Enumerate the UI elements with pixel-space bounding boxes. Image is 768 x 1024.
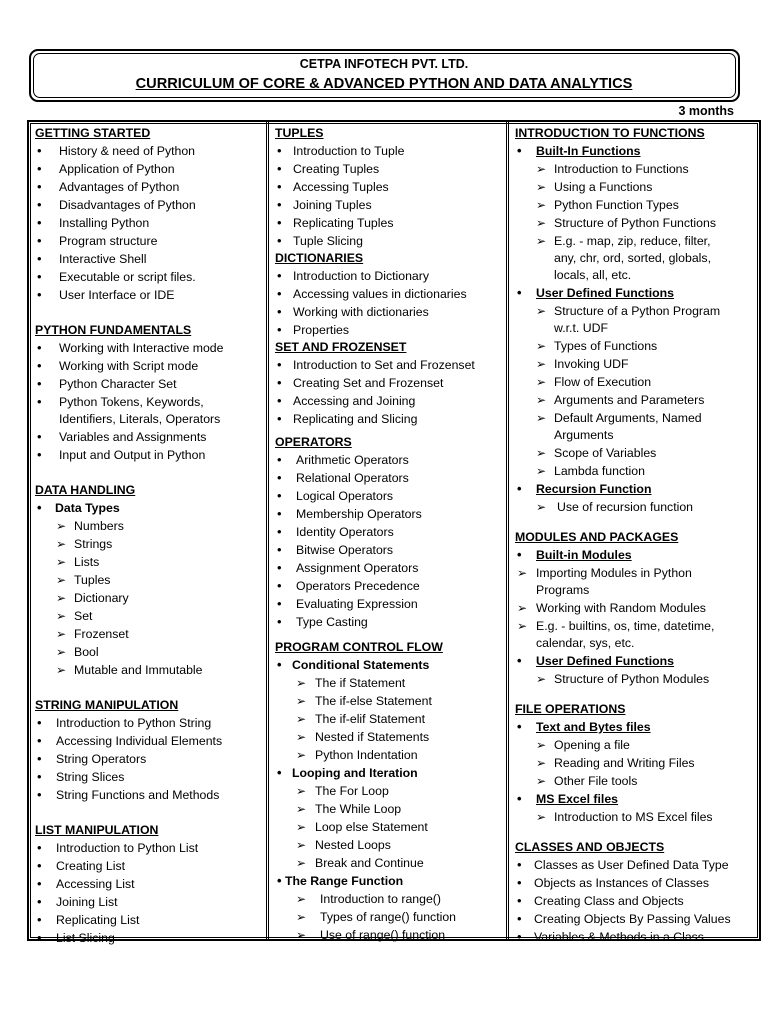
section-classes-and-objects xyxy=(509,839,759,946)
bullet-list xyxy=(509,856,759,946)
bullet-list xyxy=(509,284,759,302)
list-item: ➢ Use of recursion function xyxy=(509,498,759,516)
bullet-list xyxy=(29,499,266,517)
list-item: ➢ Frozenset xyxy=(29,625,266,643)
company-name: CETPA INFOTECH PVT. LTD. xyxy=(299,57,469,71)
section-title: STRING MANIPULATION xyxy=(35,698,179,712)
list-item: • Creating Tuples xyxy=(269,160,506,178)
list-item-continuation: calendar, sys, etc. xyxy=(536,636,635,650)
section-operators xyxy=(269,434,506,631)
list-item: ➢ Dictionary xyxy=(29,589,266,607)
list-item: • Operators Precedence xyxy=(269,577,506,595)
bullet-list xyxy=(509,142,759,160)
subsection-title xyxy=(509,652,759,670)
arrow-list xyxy=(509,808,759,826)
bullet-list xyxy=(269,142,506,250)
list-item: • Working with Interactive mode xyxy=(29,339,266,357)
list-item: ➢ Tuples xyxy=(29,571,266,589)
list-item: • Creating Objects By Passing Values xyxy=(509,910,759,928)
list-item: ➢ Introduction to Functions xyxy=(509,160,759,178)
list-item: • Logical Operators xyxy=(269,487,506,505)
list-item: • Objects as Instances of Classes xyxy=(509,874,759,892)
subsection-label: Recursion Function xyxy=(536,482,652,496)
list-item: ➢ Use of range() function xyxy=(269,926,506,944)
list-item: • Replicating and Slicing xyxy=(269,410,506,428)
arrow-list xyxy=(509,564,759,582)
list-item: ➢ Introduction to range() xyxy=(269,890,506,908)
list-item: • Arithmetic Operators xyxy=(269,451,506,469)
section-title: TUPLES xyxy=(275,126,324,140)
arrow-list xyxy=(269,890,506,944)
list-item: • Accessing Tuples xyxy=(269,178,506,196)
section-string-manipulation xyxy=(29,697,266,804)
arrow-list xyxy=(509,160,759,250)
section-title: INTRODUCTION TO FUNCTIONS xyxy=(515,126,705,140)
course-duration: 3 months xyxy=(678,104,734,118)
list-item-continuation: Programs xyxy=(536,583,590,597)
list-item: • Bitwise Operators xyxy=(269,541,506,559)
list-item: • Joining Tuples xyxy=(269,196,506,214)
list-item: ➢ Numbers xyxy=(29,517,266,535)
list-item: ➢ Structure of Python Functions xyxy=(509,214,759,232)
list-item: • Assignment Operators xyxy=(269,559,506,577)
list-item: • User Interface or IDE xyxy=(29,286,266,304)
subsection-label: User Defined Functions xyxy=(536,286,675,300)
list-item: • Python Character Set xyxy=(29,375,266,393)
list-item: • Working with Script mode xyxy=(29,357,266,375)
bullet-list xyxy=(509,790,759,808)
list-item: ➢ Python Function Types xyxy=(509,196,759,214)
list-item: • Relational Operators xyxy=(269,469,506,487)
list-item: • List Slicing xyxy=(29,929,266,947)
bullet-list xyxy=(29,714,266,804)
arrow-list xyxy=(509,599,759,635)
arrow-list xyxy=(269,674,506,764)
list-item: ➢ Nested if Statements xyxy=(269,728,506,746)
section-dictionaries xyxy=(269,250,506,339)
section-list-manipulation xyxy=(29,822,266,947)
list-item: ➢ The For Loop xyxy=(269,782,506,800)
subsection-label: User Defined Functions xyxy=(536,654,675,668)
list-item: ➢ The if-elif Statement xyxy=(269,710,506,728)
list-item: ➢ E.g. - map, zip, reduce, filter, xyxy=(509,232,759,250)
list-item: ➢ Structure of Python Modules xyxy=(509,670,759,688)
list-item: • String Slices xyxy=(29,768,266,786)
list-item: ➢ Opening a file xyxy=(509,736,759,754)
list-item: • Identity Operators xyxy=(269,523,506,541)
section-title: PYTHON FUNDAMENTALS xyxy=(35,323,192,337)
section-file-operations xyxy=(509,701,759,826)
list-item: • Variables & Methods in a Class xyxy=(509,928,759,946)
section-tuples xyxy=(269,125,506,250)
list-item: • Variables and Assignments xyxy=(29,428,266,446)
subsection-label: Built-in Modules xyxy=(536,548,632,562)
list-item: ➢ Set xyxy=(29,607,266,625)
arrow-list xyxy=(509,302,759,320)
list-item-continuation: w.r.t. UDF xyxy=(554,321,608,335)
list-item: ➢ Default Arguments, Named xyxy=(509,409,759,427)
list-item: ➢ Mutable and Immutable xyxy=(29,661,266,679)
arrow-list xyxy=(509,670,759,688)
list-item: • Creating Class and Objects xyxy=(509,892,759,910)
list-item: ➢ E.g. - builtins, os, time, datetime, xyxy=(509,617,759,635)
list-item: • Interactive Shell xyxy=(29,250,266,268)
subsection-title xyxy=(509,546,759,564)
list-item: ➢ Lists xyxy=(29,553,266,571)
list-item: • Executable or script files. xyxy=(29,268,266,286)
section-title: PROGRAM CONTROL FLOW xyxy=(275,640,443,654)
bullet-list xyxy=(269,451,506,631)
column-3 xyxy=(509,122,759,944)
list-item: ➢ Nested Loops xyxy=(269,836,506,854)
subsection-title xyxy=(509,718,759,736)
list-item: ➢ Introduction to MS Excel files xyxy=(509,808,759,826)
section-title: OPERATORS xyxy=(275,435,352,449)
list-item: • Accessing Individual Elements xyxy=(29,732,266,750)
list-item: ➢ The While Loop xyxy=(269,800,506,818)
section-title: SET AND FROZENSET xyxy=(275,340,407,354)
list-item: • Introduction to Python List xyxy=(29,839,266,857)
list-item: ➢ Arguments and Parameters xyxy=(509,391,759,409)
list-item: • Evaluating Expression xyxy=(269,595,506,613)
list-item: ➢ Structure of a Python Program xyxy=(509,302,759,320)
bullet-list xyxy=(269,267,506,339)
section-python-fundamentals xyxy=(29,322,266,464)
curriculum-table xyxy=(27,120,761,945)
list-item: • Creating List xyxy=(29,857,266,875)
list-item: • History & need of Python xyxy=(29,142,266,160)
column-2 xyxy=(269,122,509,942)
list-item: • Python Tokens, Keywords, xyxy=(29,393,266,411)
bullet-list xyxy=(269,656,506,674)
section-title: MODULES AND PACKAGES xyxy=(515,530,679,544)
subsection-title xyxy=(509,480,759,498)
bullet-list xyxy=(269,356,506,428)
section-title: FILE OPERATIONS xyxy=(515,702,626,716)
list-item: • Replicating List xyxy=(29,911,266,929)
list-item: ➢ Flow of Execution xyxy=(509,373,759,391)
subsection-label: Built-In Functions xyxy=(536,144,641,158)
list-item: ➢ Using a Functions xyxy=(509,178,759,196)
subsection-title xyxy=(509,790,759,808)
list-item: ➢ Lambda function xyxy=(509,462,759,480)
subsection-title: • Looping and Iteration xyxy=(269,764,506,782)
list-item: • Accessing and Joining xyxy=(269,392,506,410)
section-data-handling xyxy=(29,482,266,679)
list-item-continuation: Arguments xyxy=(554,428,614,442)
arrow-list xyxy=(509,736,759,790)
bullet-list xyxy=(269,872,506,890)
bullet-list xyxy=(29,839,266,947)
bullet-list xyxy=(509,652,759,670)
section-title: CLASSES AND OBJECTS xyxy=(515,840,665,854)
list-item: • Accessing List xyxy=(29,875,266,893)
list-item: • Working with dictionaries xyxy=(269,303,506,321)
list-item: • Installing Python xyxy=(29,214,266,232)
list-item: • Application of Python xyxy=(29,160,266,178)
subsection-title xyxy=(509,142,759,160)
subsection-title xyxy=(509,284,759,302)
list-item: • Introduction to Dictionary xyxy=(269,267,506,285)
list-item: • Replicating Tuples xyxy=(269,214,506,232)
course-title: CURRICULUM OF CORE & ADVANCED PYTHON AND DATA ANALYTICS xyxy=(135,76,633,92)
bullet-list xyxy=(509,718,759,736)
list-item: ➢ Other File tools xyxy=(509,772,759,790)
section-set-frozenset xyxy=(269,339,506,428)
section-getting-started xyxy=(29,125,266,304)
arrow-list xyxy=(509,498,759,516)
section-title: DICTIONARIES xyxy=(275,251,364,265)
list-item: ➢ Working with Random Modules xyxy=(509,599,759,617)
list-item: • Introduction to Set and Frozenset xyxy=(269,356,506,374)
list-item: • Program structure xyxy=(29,232,266,250)
bullet-list xyxy=(509,546,759,564)
list-item-continuation: any, chr, ord, sorted, globals, xyxy=(554,251,711,265)
bullet-list xyxy=(269,764,506,782)
list-item: • Type Casting xyxy=(269,613,506,631)
subsection-title: • Data Types xyxy=(29,499,266,517)
column-1 xyxy=(29,122,269,945)
bullet-list xyxy=(29,339,266,464)
list-item: ➢ Strings xyxy=(29,535,266,553)
list-item: • String Operators xyxy=(29,750,266,768)
section-title: GETTING STARTED xyxy=(35,126,151,140)
section-introduction-to-functions xyxy=(509,125,759,516)
list-item: • Tuple Slicing xyxy=(269,232,506,250)
list-item: ➢ Types of Functions xyxy=(509,337,759,355)
list-item: • Classes as User Defined Data Type xyxy=(509,856,759,874)
subsection-title: • The Range Function xyxy=(269,872,506,890)
subsection-label: MS Excel files xyxy=(536,792,619,806)
list-item: • Accessing values in dictionaries xyxy=(269,285,506,303)
list-item: ➢ Scope of Variables xyxy=(509,444,759,462)
list-item: • Disadvantages of Python xyxy=(29,196,266,214)
list-item: • Advantages of Python xyxy=(29,178,266,196)
list-item-continuation: locals, all, etc. xyxy=(554,268,632,282)
list-item: ➢ The if Statement xyxy=(269,674,506,692)
list-item: • Creating Set and Frozenset xyxy=(269,374,506,392)
list-item: • Introduction to Tuple xyxy=(269,142,506,160)
list-item: ➢ Python Indentation xyxy=(269,746,506,764)
section-program-control-flow xyxy=(269,639,506,944)
section-modules-and-packages xyxy=(509,529,759,688)
section-title: DATA HANDLING xyxy=(35,483,136,497)
list-item: • Joining List xyxy=(29,893,266,911)
list-item: ➢ Bool xyxy=(29,643,266,661)
list-item: ➢ Loop else Statement xyxy=(269,818,506,836)
section-title: LIST MANIPULATION xyxy=(35,823,159,837)
list-item: ➢ Break and Continue xyxy=(269,854,506,872)
list-item: ➢ Reading and Writing Files xyxy=(509,754,759,772)
arrow-list xyxy=(509,444,759,480)
subsection-label: Text and Bytes files xyxy=(536,720,651,734)
list-item: ➢ Invoking UDF xyxy=(509,355,759,373)
list-item: ➢ Importing Modules in Python xyxy=(509,564,759,582)
list-item: ➢ Types of range() function xyxy=(269,908,506,926)
arrow-list xyxy=(269,782,506,872)
list-item: ➢ The if-else Statement xyxy=(269,692,506,710)
list-item: • Input and Output in Python xyxy=(29,446,266,464)
list-item: • Properties xyxy=(269,321,506,339)
bullet-list xyxy=(29,142,266,304)
arrow-list xyxy=(29,517,266,679)
subsection-title: • Conditional Statements xyxy=(269,656,506,674)
list-item-continuation: Identifiers, Literals, Operators xyxy=(59,412,221,426)
arrow-list xyxy=(509,337,759,427)
list-item: • Membership Operators xyxy=(269,505,506,523)
list-item: • String Functions and Methods xyxy=(29,786,266,804)
list-item: • Introduction to Python String xyxy=(29,714,266,732)
bullet-list xyxy=(509,480,759,498)
